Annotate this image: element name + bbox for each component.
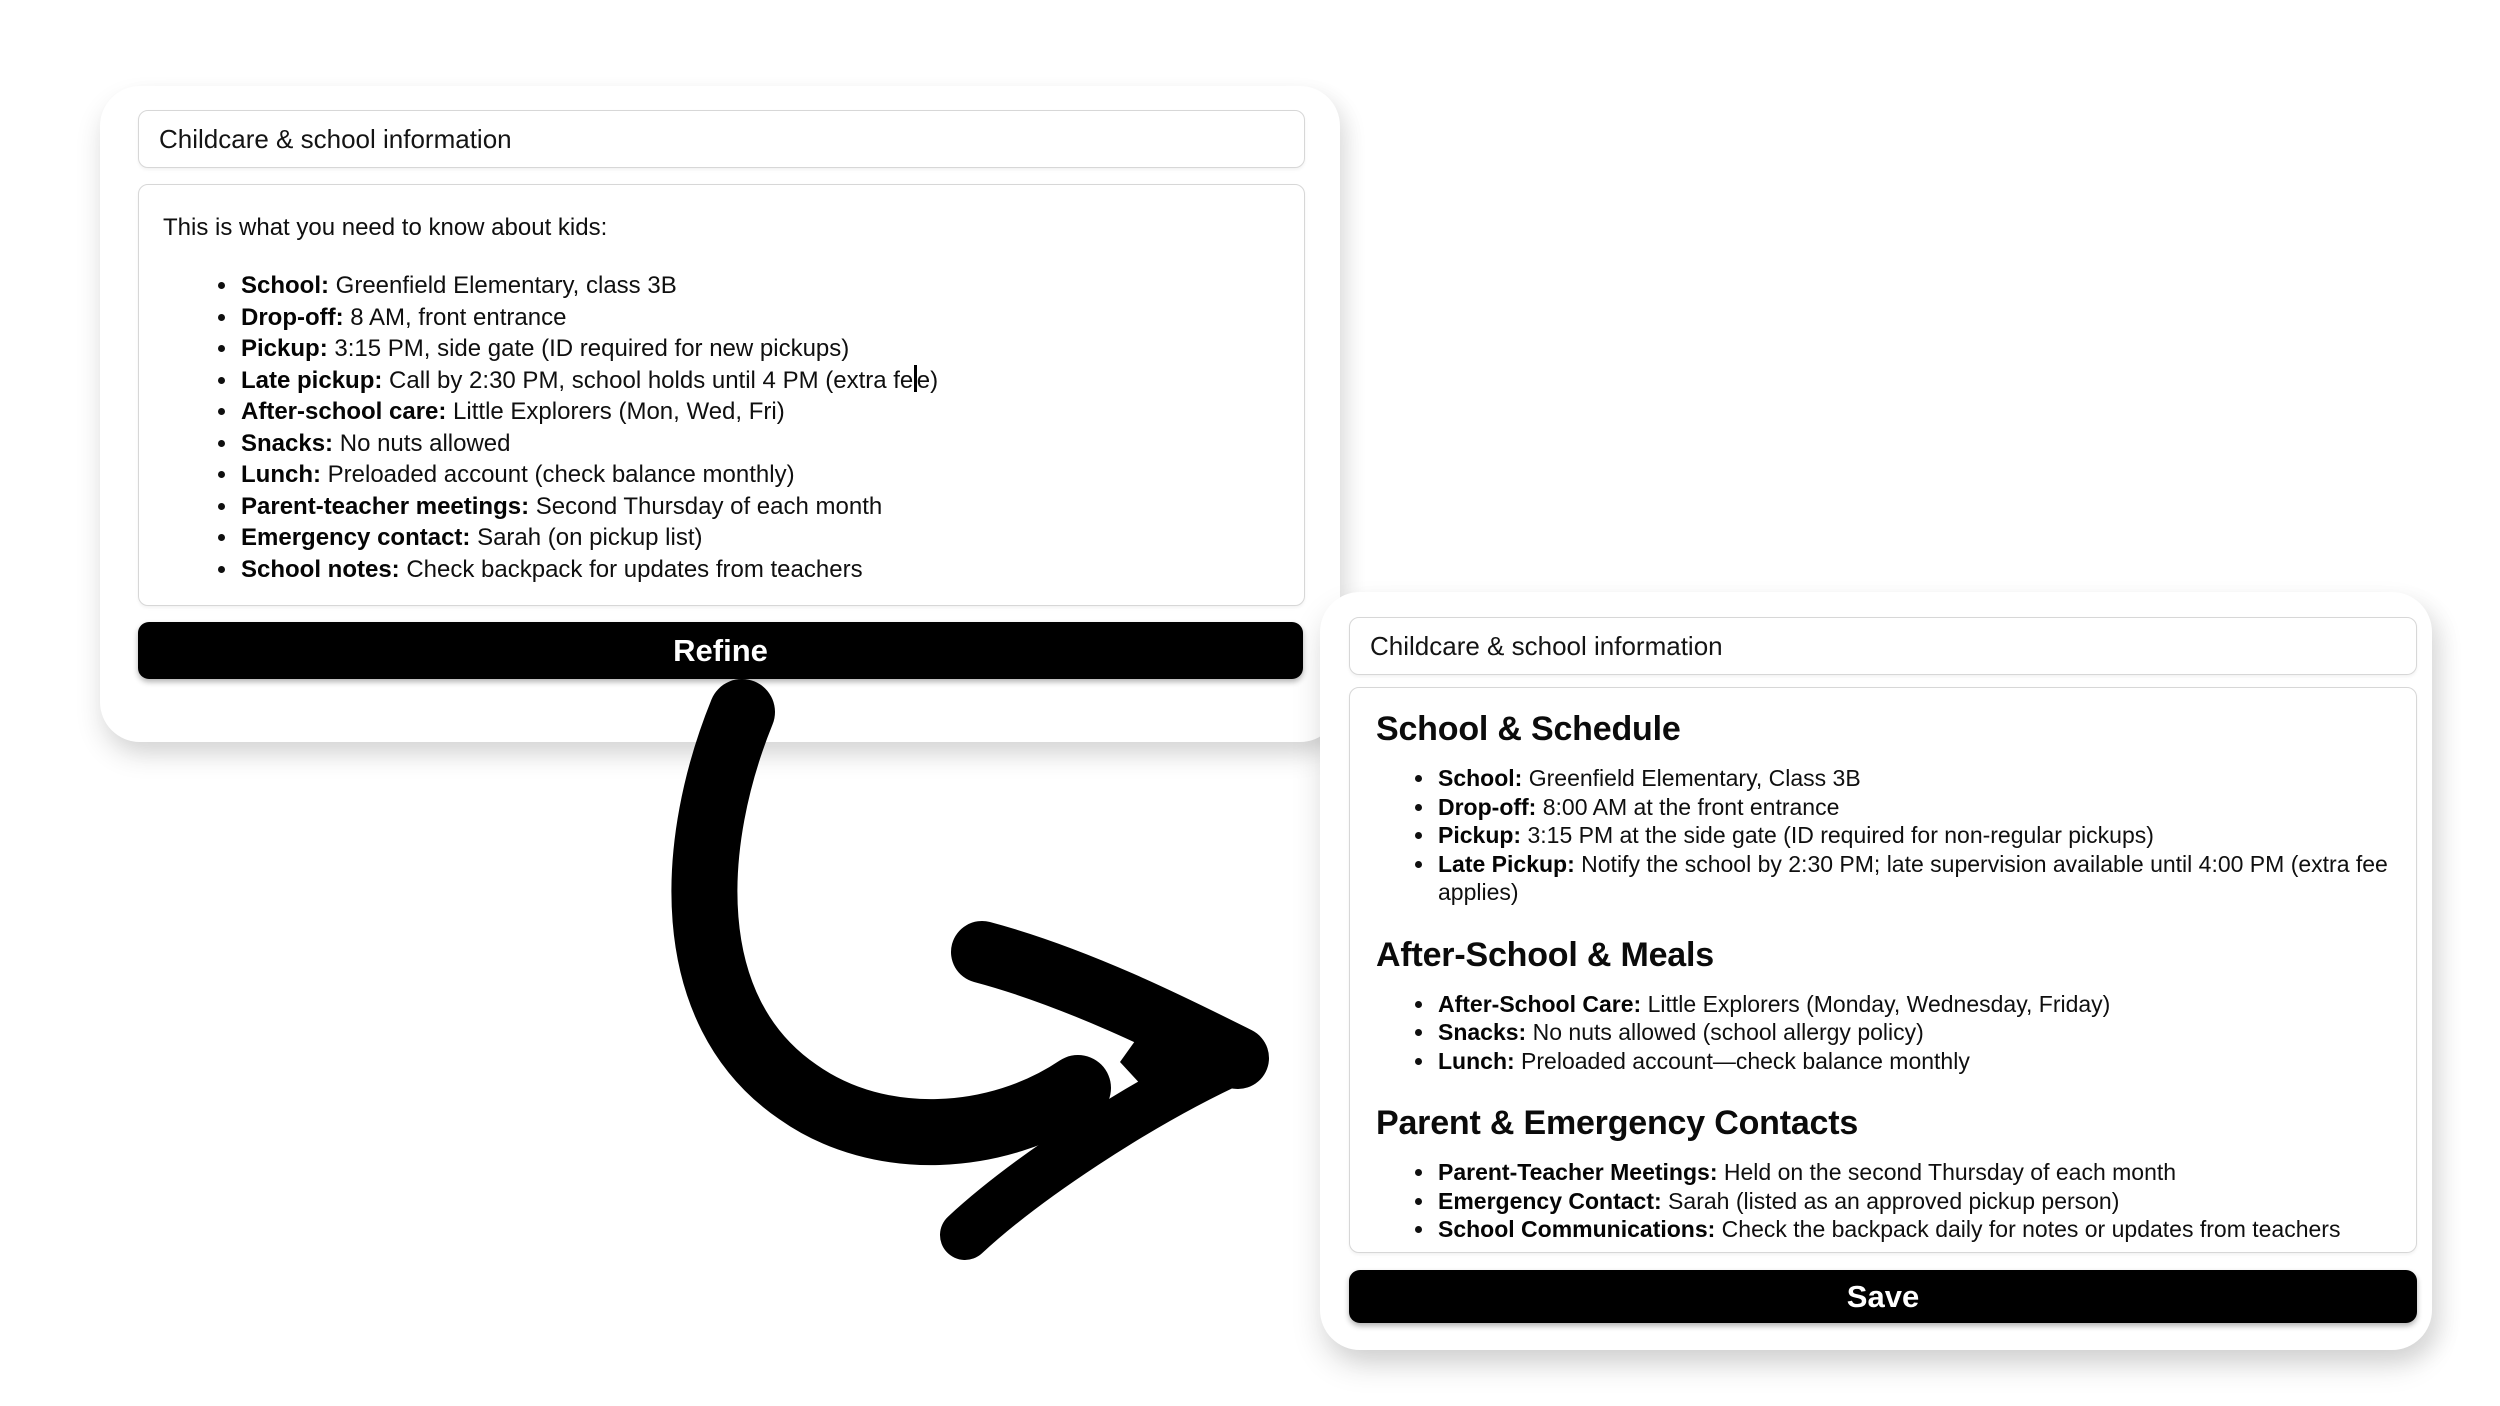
list-item: [239, 522, 1274, 554]
item-label: Pickup:: [1438, 822, 1522, 848]
section-heading: School & Schedule: [1376, 710, 1681, 748]
item-label: Drop-off:: [241, 303, 344, 331]
section-list: [1376, 764, 2388, 907]
list-item: [1436, 793, 2388, 822]
list-item: [239, 396, 1274, 428]
item-label: Pickup:: [241, 335, 328, 362]
list-item: [239, 302, 1274, 334]
section-heading: After-School & Meals: [1376, 935, 1714, 974]
list-item: [1436, 1047, 2388, 1076]
item-text: Sarah (on pickup list): [470, 524, 703, 551]
save-button[interactable]: Save: [1349, 1270, 2417, 1323]
item-label: Parent-Teacher Meetings:: [1438, 1159, 1718, 1185]
item-text: 3:15 PM, side gate (ID required for new pickups): [327, 335, 850, 362]
list-item: [239, 333, 1274, 365]
section-list: [1376, 990, 2388, 1076]
draft-title-text: Childcare & school information: [159, 123, 512, 154]
item-text: 8:00 AM at the front entrance: [1536, 793, 1840, 820]
list-item: [239, 270, 1274, 302]
item-text: Greenfield Elementary, class 3B: [329, 272, 677, 299]
item-text-after-cursor: e): [916, 366, 939, 394]
section-heading: Parent & Emergency Contacts: [1376, 1104, 1859, 1142]
item-label: Emergency Contact:: [1438, 1187, 1662, 1214]
item-text: No nuts allowed (school allergy policy): [1526, 1019, 1924, 1045]
item-text: Second Thursday of each month: [529, 492, 883, 520]
item-label: Drop-off:: [1438, 793, 1537, 820]
refine-button[interactable]: Refine: [138, 622, 1303, 679]
list-item: [1436, 990, 2388, 1019]
item-label: After-school care:: [241, 398, 447, 425]
section-list: [1376, 1158, 2388, 1244]
item-label: Late Pickup:: [1438, 850, 1575, 877]
item-text: Little Explorers (Monday, Wednesday, Friday): [1641, 990, 2111, 1017]
item-label: Lunch:: [241, 461, 321, 488]
list-item: [239, 428, 1274, 460]
list-item: [1436, 1187, 2388, 1216]
item-text: Held on the second Thursday of each month: [1717, 1159, 2177, 1185]
item-label: After-School Care:: [1438, 990, 1642, 1017]
list-item: [1436, 1018, 2388, 1047]
list-item: [1436, 764, 2388, 793]
draft-list: [163, 270, 1274, 585]
item-text: Call by 2:30 PM, school holds until 4 PM (extra fe: [382, 366, 914, 394]
item-label: Emergency contact:: [241, 524, 471, 551]
item-label: Parent-teacher meetings:: [241, 492, 530, 520]
item-text: 3:15 PM at the side gate (ID required for non-regular pickups): [1521, 822, 2154, 848]
item-text: Sarah (listed as an approved pickup person): [1661, 1187, 2120, 1214]
list-item: [1436, 1215, 2388, 1244]
item-label: Late pickup:: [241, 366, 383, 394]
list-item: [1436, 850, 2388, 907]
refined-title-input[interactable]: [1349, 617, 2417, 675]
list-item: [239, 365, 1274, 397]
list-item: [1436, 1158, 2388, 1187]
item-label: School:: [241, 272, 329, 299]
draft-note-editor[interactable]: [138, 184, 1305, 606]
item-text: Preloaded account—check balance monthly: [1514, 1047, 1970, 1074]
item-label: School notes:: [241, 555, 400, 583]
draft-note-card: [100, 86, 1340, 742]
item-label: Snacks:: [241, 429, 334, 457]
item-text: Check the backpack daily for notes or updates from teachers: [1715, 1216, 2341, 1242]
list-item: [239, 491, 1274, 523]
draft-intro: This is what you need to know about kids:: [163, 214, 608, 241]
item-text: Preloaded account (check balance monthly): [320, 461, 795, 488]
item-text: No nuts allowed: [333, 429, 511, 457]
list-item: [239, 554, 1274, 586]
item-text: Little Explorers (Mon, Wed, Fri): [446, 398, 785, 425]
refined-note-card: [1320, 592, 2432, 1350]
curved-arrow-icon: [650, 680, 1270, 1280]
item-text: Notify the school by 2:30 PM; late supervision available until 4:00 PM (extra fee applies): [1438, 850, 2388, 905]
item-label: Lunch:: [1438, 1047, 1515, 1074]
item-text: 8 AM, front entrance: [343, 303, 567, 331]
list-item: [1436, 821, 2388, 850]
item-label: School:: [1438, 765, 1523, 791]
refined-title-text: Childcare & school information: [1370, 630, 1723, 661]
refined-note-preview: [1349, 687, 2417, 1253]
list-item: [239, 459, 1274, 491]
item-label: Snacks:: [1438, 1019, 1527, 1045]
draft-title-input[interactable]: [138, 110, 1305, 168]
item-text: Check backpack for updates from teachers: [399, 555, 863, 583]
item-label: School Communications:: [1438, 1216, 1716, 1242]
item-text: Greenfield Elementary, Class 3B: [1522, 765, 1861, 791]
